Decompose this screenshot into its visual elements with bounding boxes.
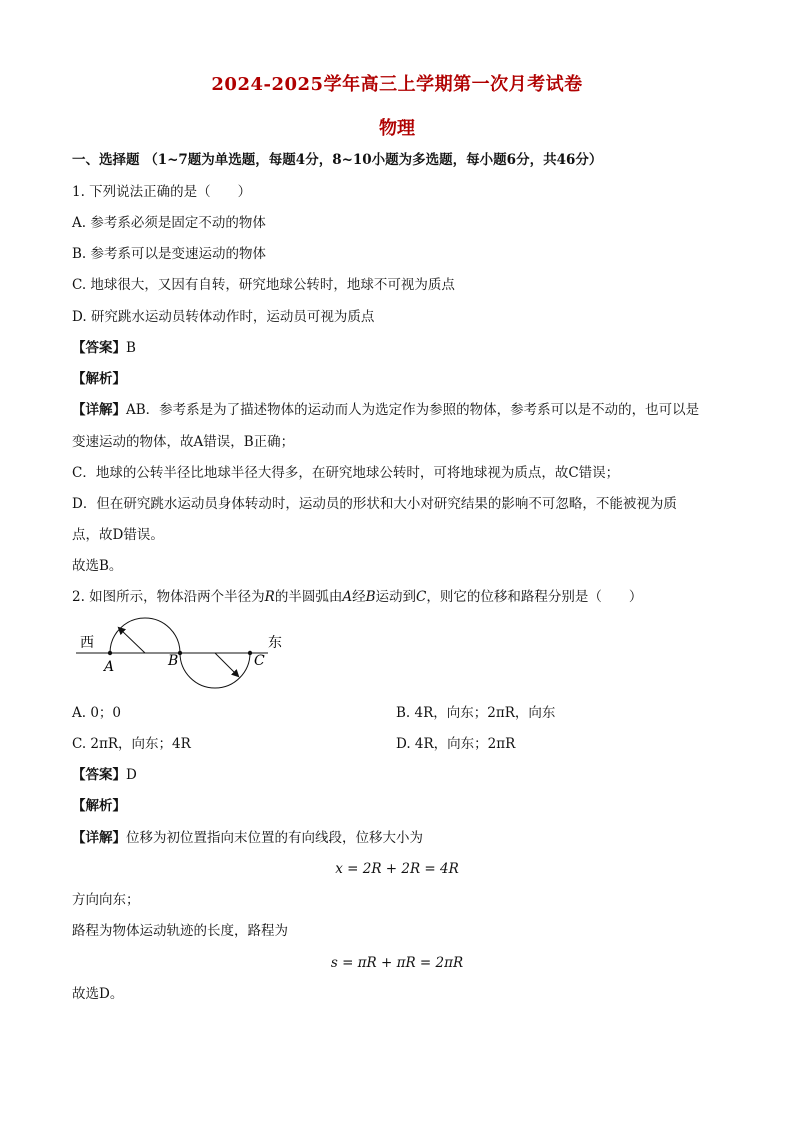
label-a: A <box>104 659 115 675</box>
stem-var-a: A <box>342 589 353 605</box>
q1-detail-line-1 <box>72 401 699 419</box>
q2-equation-displacement: x = 2R + 2R = 4R <box>335 861 459 877</box>
q2-option-d: D. 4R，向东；2πR <box>396 736 516 752</box>
answer-value: B <box>126 340 136 356</box>
answer-label: 【答案】 <box>72 340 126 356</box>
lower-semicircle <box>180 653 250 688</box>
q2-equation-distance: s = πR + πR = 2πR <box>330 955 464 971</box>
q1-analysis-label: 【解析】 <box>72 371 126 387</box>
stem-text: 经 <box>352 589 366 605</box>
q1-option-d: D. 研究跳水运动员转体动作时，运动员可视为质点 <box>72 309 375 325</box>
q1-detail-line-5: 点，故D错误。 <box>72 527 164 543</box>
q2-option-a: A. 0；0 <box>72 705 122 721</box>
q2-option-b: B. 4R，向东；2πR，向东 <box>396 705 556 721</box>
section-heading: 一、选择题 （1~7题为单选题，每题4分，8~10小题为多选题，每小题6分，共46分） <box>72 152 603 168</box>
stem-var-b: B <box>365 589 376 605</box>
q1-detail-line-4: D．但在研究跳水运动员身体转动时，运动员的形状和大小对研究结果的影响不可忽略，不能被视为质 <box>72 496 677 512</box>
q1-detail-line-3: C．地球的公转半径比地球半径大得多，在研究地球公转时，可将地球视为质点，故C错误； <box>72 465 620 481</box>
detail-label: 【详解】 <box>72 830 126 846</box>
label-c: C <box>254 653 265 669</box>
radius-arrow-upper <box>119 628 145 653</box>
q1-detail-line-2: 变速运动的物体，故A错误，B正确； <box>72 434 295 450</box>
label-east: 东 <box>268 635 282 651</box>
answer-label: 【答案】 <box>72 767 126 783</box>
stem-text: 的半圆弧由 <box>274 589 343 605</box>
q1-option-b: B. 参考系可以是变速运动的物体 <box>72 246 267 262</box>
stem-text: 运动到 <box>375 589 417 605</box>
point-b-dot <box>178 651 182 655</box>
q1-conclusion: 故选B。 <box>72 558 123 574</box>
q2-detail-line-3: 路程为物体运动轨迹的长度，路程为 <box>72 923 288 939</box>
q1-option-a: A. 参考系必须是固定不动的物体 <box>72 215 266 231</box>
subject-title: 物理 <box>379 118 415 139</box>
point-c-dot <box>248 651 252 655</box>
stem-var-r: R <box>264 589 275 605</box>
q2-detail-line-1 <box>72 829 423 847</box>
point-a-dot <box>108 651 112 655</box>
label-b: B <box>168 653 179 669</box>
q2-option-c: C. 2πR，向东；4R <box>72 736 191 752</box>
q1-stem: 1. 下列说法正确的是（ ） <box>72 184 252 200</box>
answer-value: D <box>126 767 137 783</box>
exam-title: 2024-2025学年高三上学期第一次月考试卷 <box>211 74 583 95</box>
label-west: 西 <box>80 635 94 651</box>
stem-var-c: C <box>416 589 427 605</box>
q2-detail-line-2: 方向向东； <box>72 892 140 908</box>
detail-text: AB．参考系是为了描述物体的运动而人为选定作为参照的物体，参考系可以是不动的，也可以是 <box>126 402 700 418</box>
q2-answer <box>72 766 137 784</box>
q2-analysis-label: 【解析】 <box>72 798 126 814</box>
upper-semicircle <box>110 618 180 653</box>
q2-conclusion: 故选D。 <box>72 986 124 1002</box>
radius-arrow-lower <box>215 653 238 676</box>
detail-label: 【详解】 <box>72 402 126 418</box>
q1-option-c: C. 地球很大，又因有自转，研究地球公转时，地球不可视为质点 <box>72 277 455 293</box>
q1-answer <box>72 339 136 357</box>
detail-text: 位移为初位置指向末位置的有向线段，位移大小为 <box>126 830 423 846</box>
semicircle-path-figure <box>72 613 292 693</box>
stem-text: ，则它的位移和路程分别是（ ） <box>426 589 643 605</box>
stem-text: 2. 如图所示，物体沿两个半径为 <box>72 589 265 605</box>
q2-stem <box>72 588 642 606</box>
